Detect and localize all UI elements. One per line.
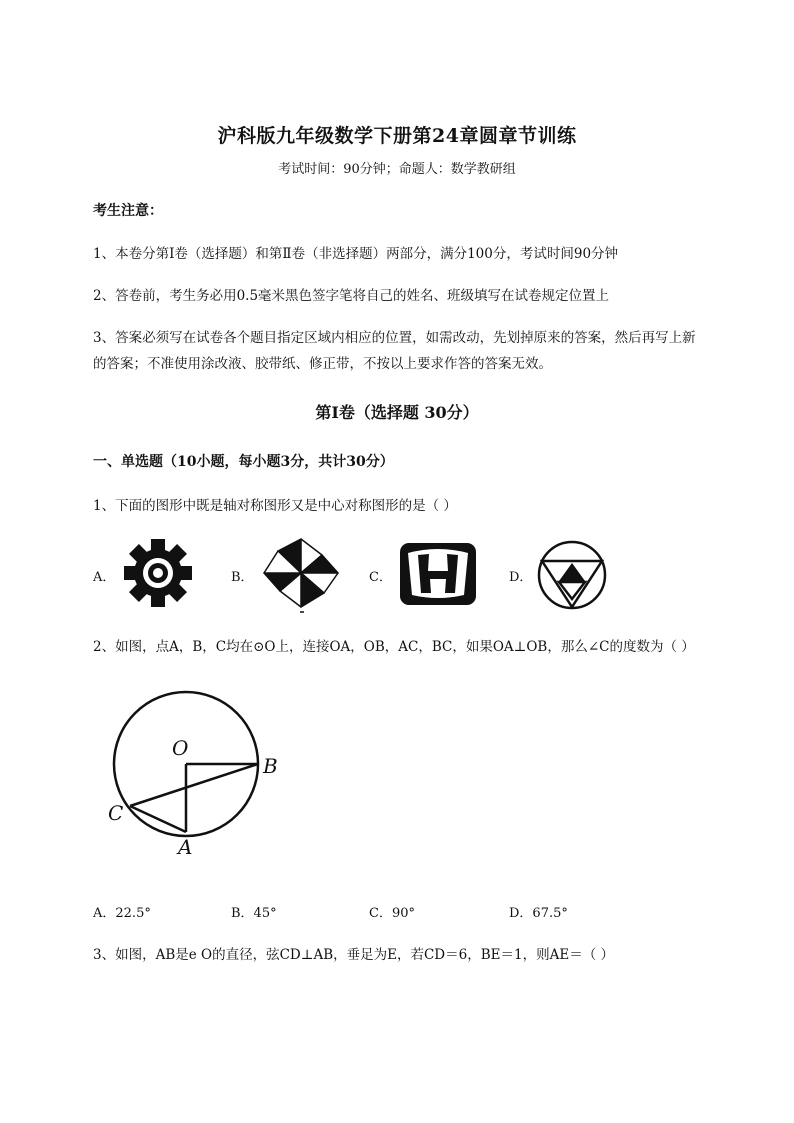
point-a-label: A bbox=[178, 835, 193, 859]
notice-item-2: 2、答卷前，考生务必用0.5毫米黑色签字笔将自己的姓名、班级填写在试卷规定位置上 bbox=[93, 288, 610, 304]
notice-item-3: 3、答案必须写在试卷各个题目指定区域内相应的位置，如需改动，先划掉原来的答案，然后再写上新 bbox=[93, 330, 696, 346]
triangle-in-circle-icon bbox=[536, 539, 608, 611]
q2-option-a: A．22.5° bbox=[93, 906, 151, 921]
notice-item-1: 1、本卷分第I卷（选择题）和第Ⅱ卷（非选择题）两部分，满分100分，考试时间90分钟 bbox=[93, 246, 619, 262]
notice-item-3-continued: 的答案；不准使用涂改液、胶带纸、修正带，不按以上要求作答的答案无效。 bbox=[93, 356, 552, 372]
point-o-label: O bbox=[172, 736, 189, 760]
question-3-stem: 3、如图，AB是e O的直径，弦CD⊥AB，垂足为E，若CD＝6，BE＝1，则AE＝（ ） bbox=[93, 947, 614, 963]
page-title: 沪科版九年级数学下册第24章圆章节训练 bbox=[217, 125, 577, 147]
gear-icon bbox=[122, 537, 194, 609]
q1-option-d-label: D． bbox=[509, 570, 533, 585]
point-c-label: C bbox=[108, 801, 124, 825]
part-title: 一、单选题（10小题，每小题3分，共计30分） bbox=[93, 454, 394, 470]
q2-option-d: D．67.5° bbox=[509, 906, 568, 921]
honda-logo-icon bbox=[398, 541, 478, 607]
pinwheel-icon bbox=[260, 535, 342, 615]
q2-option-c: C．90° bbox=[369, 906, 415, 921]
question-1-stem: 1、下面的图形中既是轴对称图形又是中心对称图形的是（ ） bbox=[93, 498, 457, 514]
section-title: 第I卷（选择题 30分） bbox=[315, 403, 479, 422]
q1-option-c-label: C． bbox=[369, 570, 392, 585]
question-2-stem: 2、如图，点A，B，C均在⊙O上，连接OA，OB，AC，BC，如果OA⊥OB，那么∠C的度数为（ ） bbox=[93, 639, 695, 655]
q1-option-b-label: B． bbox=[231, 570, 254, 585]
point-b-label: B bbox=[263, 754, 278, 778]
notice-heading: 考生注意： bbox=[93, 203, 163, 219]
q1-option-a-label: A． bbox=[93, 570, 116, 585]
q2-option-b: B．45° bbox=[231, 906, 277, 921]
exam-info: 考试时间：90分钟；命题人：数学教研组 bbox=[278, 162, 516, 177]
